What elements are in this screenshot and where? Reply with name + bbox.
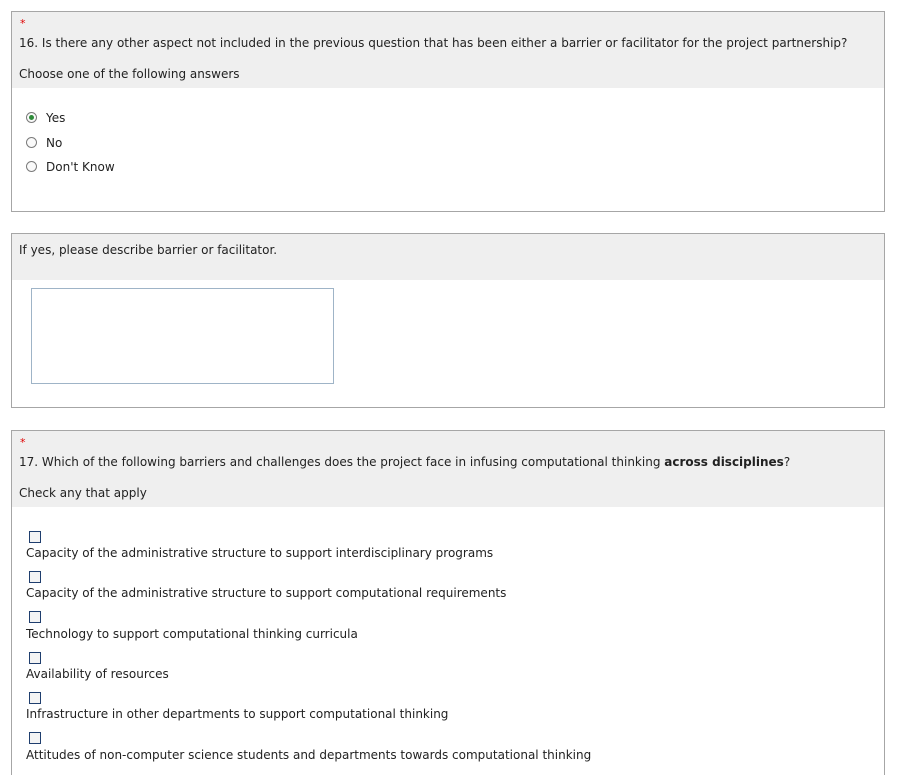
question-16-text: 16. Is there any other aspect not included in the previous question that has been either a barrier or facilitator for the project partnership?	[19, 36, 848, 50]
checkbox-resources[interactable]	[29, 652, 41, 664]
checkbox-infrastructure[interactable]	[29, 692, 41, 704]
checkbox-admin-computational[interactable]	[29, 571, 41, 583]
option-dont-know-label[interactable]: Don't Know	[46, 160, 115, 174]
checkbox-label-technology[interactable]: Technology to support computational thinking curricula	[26, 627, 358, 641]
required-marker: *	[20, 436, 26, 449]
question-16	[11, 11, 885, 212]
checkbox-label-admin-computational[interactable]: Capacity of the administrative structure to support computational requirements	[26, 586, 507, 600]
question-16-header	[12, 12, 884, 88]
question-17-text	[19, 455, 790, 469]
option-yes-label[interactable]: Yes	[46, 111, 66, 125]
question-16-describe-text: If yes, please describe barrier or facilitator.	[19, 243, 278, 257]
question-16-describe	[11, 233, 885, 408]
checkbox-label-admin-interdisciplinary[interactable]: Capacity of the administrative structure to support interdisciplinary programs	[26, 546, 494, 560]
checkbox-label-attitudes[interactable]: Attitudes of non-computer science students and departments towards computational thinking	[26, 748, 592, 762]
question-16-hint: Choose one of the following answers	[19, 67, 240, 81]
question-17-header	[12, 431, 884, 507]
describe-textarea[interactable]	[31, 288, 334, 384]
checkbox-attitudes[interactable]	[29, 732, 41, 744]
checkbox-label-resources[interactable]: Availability of resources	[26, 667, 169, 681]
question-16-describe-header	[12, 234, 884, 280]
checkbox-technology[interactable]	[29, 611, 41, 623]
radio-yes[interactable]	[26, 112, 37, 123]
question-17	[11, 430, 885, 775]
question-17-text-pre: 17. Which of the following barriers and challenges does the project face in infusing computational thinking	[19, 455, 665, 469]
required-marker: *	[20, 17, 26, 30]
radio-no[interactable]	[26, 137, 37, 148]
option-no-label[interactable]: No	[46, 136, 63, 150]
question-17-text-post: ?	[783, 455, 791, 469]
radio-dont-know[interactable]	[26, 161, 37, 172]
question-17-text-bold: across disciplines	[664, 455, 784, 469]
question-17-hint: Check any that apply	[19, 486, 147, 500]
checkbox-label-infrastructure[interactable]: Infrastructure in other departments to support computational thinking	[26, 707, 449, 721]
checkbox-admin-interdisciplinary[interactable]	[29, 531, 41, 543]
